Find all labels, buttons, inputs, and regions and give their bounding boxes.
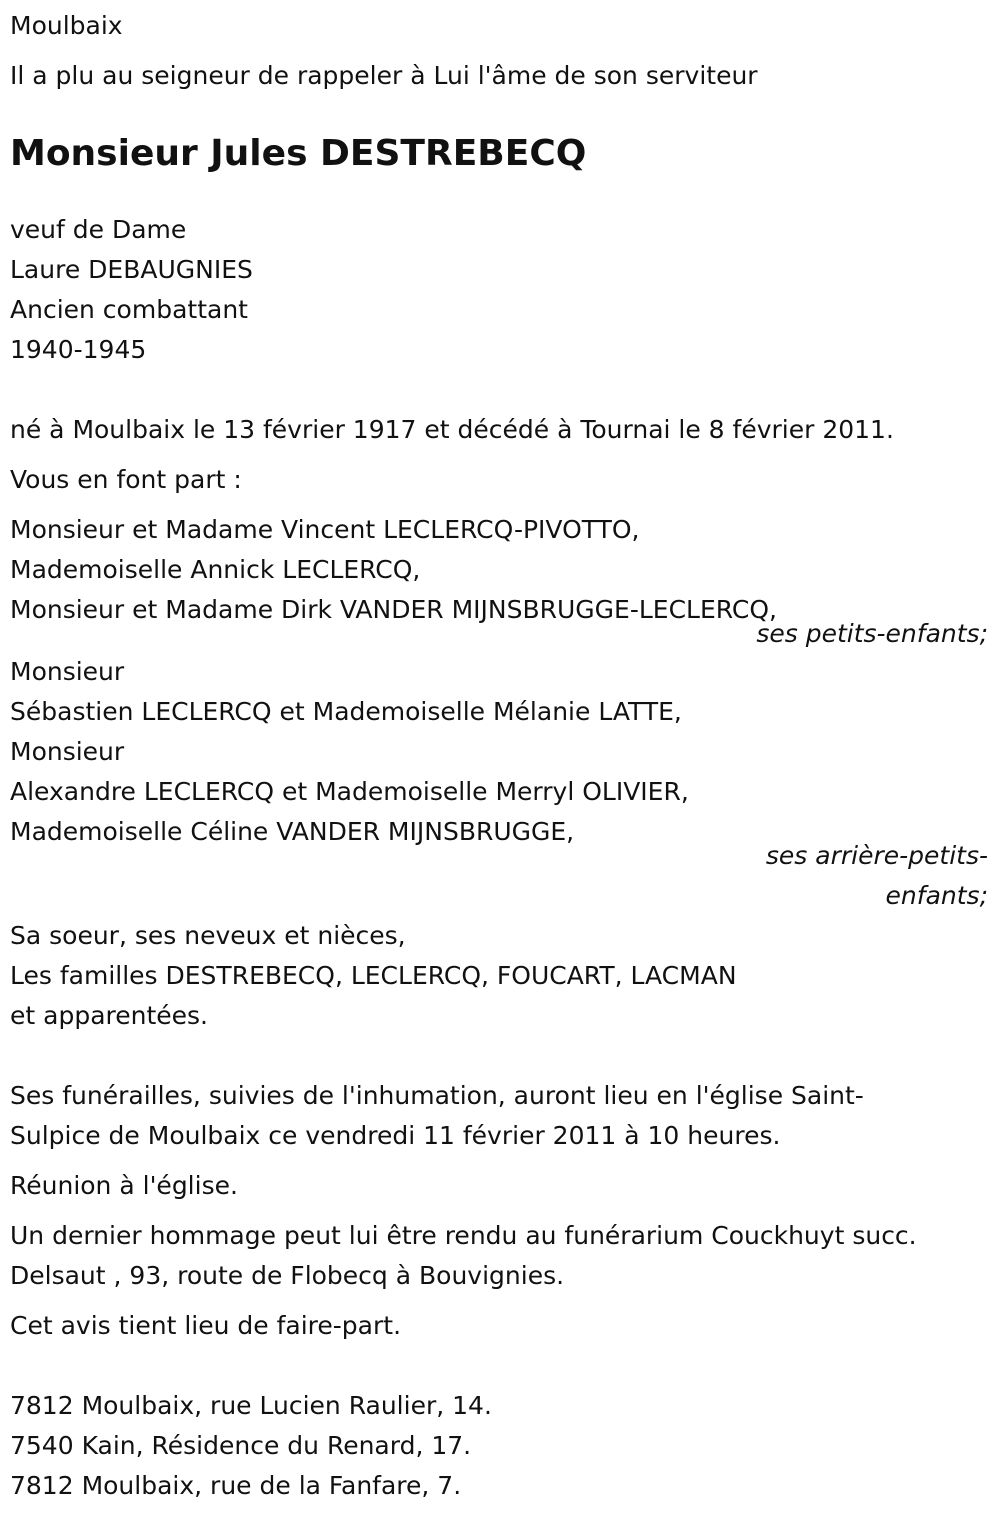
list-item: Mademoiselle Annick LECLERCQ, <box>10 555 421 584</box>
detail-line: veuf de Dame <box>10 215 187 244</box>
list-item: Mademoiselle Céline VANDER MIJNSBRUGGE, <box>10 817 575 846</box>
tribute-info <box>10 1216 990 1296</box>
funeral-info <box>10 1076 990 1156</box>
list-item: Monsieur et Madame Dirk VANDER MIJNSBRUGGE-LECLERCQ, <box>10 595 777 624</box>
deceased-name: Monsieur Jules DESTREBECQ <box>10 133 587 174</box>
intro-text: Il a plu au seigneur de rappeler à Lui l'âme de son serviteur <box>10 61 758 90</box>
meeting-text: Réunion à l'église. <box>10 1171 238 1200</box>
deceased-details <box>10 210 990 370</box>
list-item: Sa soeur, ses neveux et nièces, <box>10 921 406 950</box>
address-line: 7540 Kain, Résidence du Renard, 17. <box>10 1431 472 1460</box>
list-item: Monsieur et Madame Vincent LECLERCQ-PIVOTTO, <box>10 515 640 544</box>
list-item: Les familles DESTREBECQ, LECLERCQ, FOUCART, LACMAN <box>10 961 737 990</box>
grandchildren-list <box>10 510 990 654</box>
detail-line: Ancien combattant <box>10 295 248 324</box>
place-heading: Moulbaix <box>10 11 123 40</box>
list-item: Monsieur <box>10 657 125 686</box>
list-item: et apparentées. <box>10 1001 208 1030</box>
announcement-intro: Vous en font part : <box>10 465 242 494</box>
address-line: 7812 Moulbaix, rue de la Fanfare, 7. <box>10 1471 462 1500</box>
great-grandchildren-label-line2: enfants; <box>885 881 988 910</box>
detail-line: Laure DEBAUGNIES <box>10 255 253 284</box>
detail-line: 1940-1945 <box>10 335 147 364</box>
tribute-text: Delsaut , 93, route de Flobecq à Bouvignies. <box>10 1261 565 1290</box>
great-grandchildren-label-line1: ses arrière-petits- <box>765 841 988 870</box>
family-list <box>10 916 990 1036</box>
address-list <box>10 1386 990 1506</box>
funeral-text: Ses funérailles, suivies de l'inhumation, auront lieu en l'église Saint- <box>10 1081 864 1110</box>
grandchildren-label: ses petits-enfants; <box>756 619 988 648</box>
tribute-text: Un dernier hommage peut lui être rendu au funérarium Couckhuyt succ. <box>10 1221 917 1250</box>
funeral-text: Sulpice de Moulbaix ce vendredi 11 février 2011 à 10 heures. <box>10 1121 781 1150</box>
birth-death-text: né à Moulbaix le 13 février 1917 et décédé à Tournai le 8 février 2011. <box>10 415 894 444</box>
list-item: Alexandre LECLERCQ et Mademoiselle Merryl OLIVIER, <box>10 777 689 806</box>
list-item: Monsieur <box>10 737 125 766</box>
list-item: Sébastien LECLERCQ et Mademoiselle Mélanie LATTE, <box>10 697 682 726</box>
notice-text: Cet avis tient lieu de faire-part. <box>10 1311 402 1340</box>
great-grandchildren-list <box>10 652 990 916</box>
address-line: 7812 Moulbaix, rue Lucien Raulier, 14. <box>10 1391 492 1420</box>
